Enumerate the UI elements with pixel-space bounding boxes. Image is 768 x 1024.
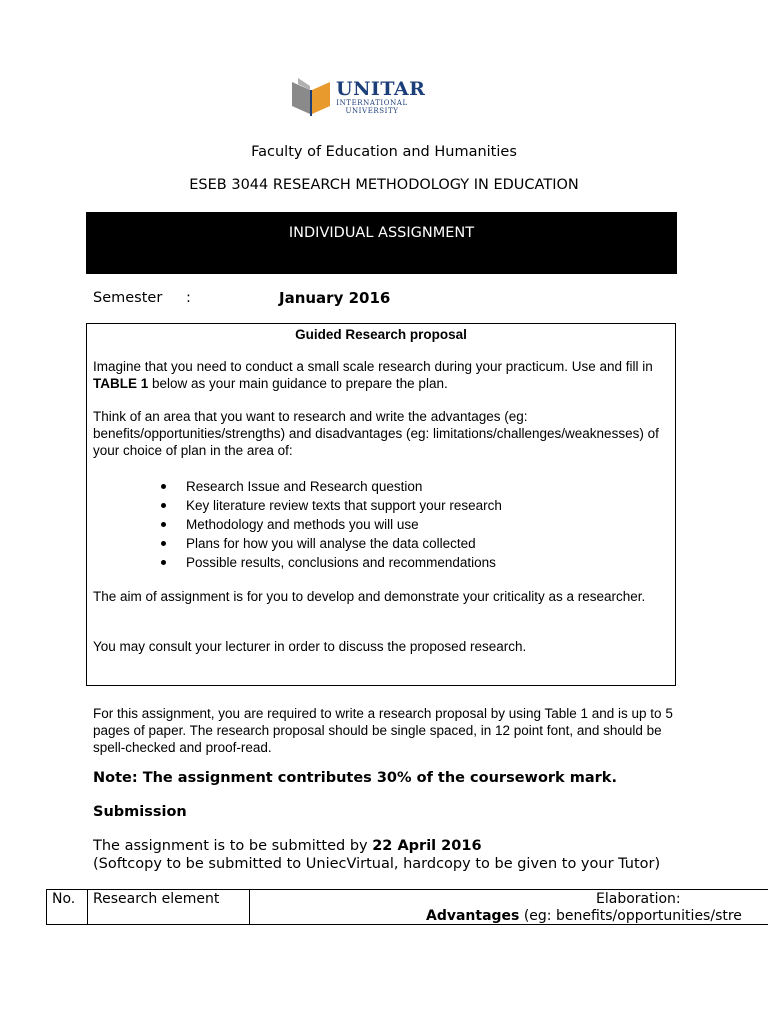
table-divider [249,889,250,925]
area-list [161,477,661,572]
box-title: Guided Research proposal [295,327,467,342]
table-border-bottom [46,924,768,925]
submission-date: 22 April 2016 [372,838,482,854]
faculty-title: Faculty of Education and Humanities [251,144,517,160]
table-border-left [46,889,47,925]
consult-paragraph: You may consult your lecturer in order to discuss the proposed research. [93,639,527,654]
table-header-element: Research element [93,891,220,907]
semester-value: January 2016 [279,289,391,307]
semester-label: Semester [93,290,163,306]
submission-date-line: The assignment is to be submitted by 22 April 2016 [93,838,482,854]
list-item: Possible results, conclusions and recommendations [161,553,661,572]
intro-paragraph: Imagine that you need to conduct a small scale research during your practicum. Use and fill in TABLE 1 below as your main guidance to prepare the plan. [93,359,653,391]
list-item: Methodology and methods you will use [161,515,661,534]
table-divider [87,889,88,925]
note-line: Note: The assignment contributes 30% of the coursework mark. [93,770,617,786]
list-item: Key literature review texts that support your research [161,496,661,515]
banner-text: INDIVIDUAL ASSIGNMENT [288,225,475,241]
table-header-elaboration: Elaboration: [596,891,681,907]
logo-subtitle: INTERNATIONAL UNIVERSITY [336,99,408,115]
area-paragraph: Think of an area that you want to research and write the advantages (eg: benefits/opportunities/strengths) and disadvantages (eg: limitations/challenges/weaknesses) of your choice of plan in the area of: [93,409,659,458]
table-header-no: No. [52,891,76,907]
list-item: Research Issue and Research question [161,477,661,496]
instructions-paragraph: For this assignment, you are required to write a research proposal by using Table 1 and is up to 5 pages of paper. The research proposal should be single spaced, in 12 point font, and should be spell-checked and proof-read. [93,706,673,755]
table-reference: TABLE 1 [93,376,149,391]
logo-wordmark: UNITAR [336,78,426,100]
table-header-advantages: Advantages (eg: benefits/opportunities/stre [426,908,742,924]
submission-detail: (Softcopy to be submitted to UniecVirtual, hardcopy to be given to your Tutor) [93,856,661,872]
list-item: Plans for how you will analyse the data collected [161,534,661,553]
course-title: ESEB 3044 RESEARCH METHODOLOGY IN EDUCATION [189,177,579,193]
table-border-top [46,889,768,890]
semester-colon: : [186,290,191,306]
submission-heading: Submission [93,804,187,820]
assignment-banner [86,212,677,274]
aim-paragraph: The aim of assignment is for you to develop and demonstrate your criticality as a researcher. [93,589,646,604]
